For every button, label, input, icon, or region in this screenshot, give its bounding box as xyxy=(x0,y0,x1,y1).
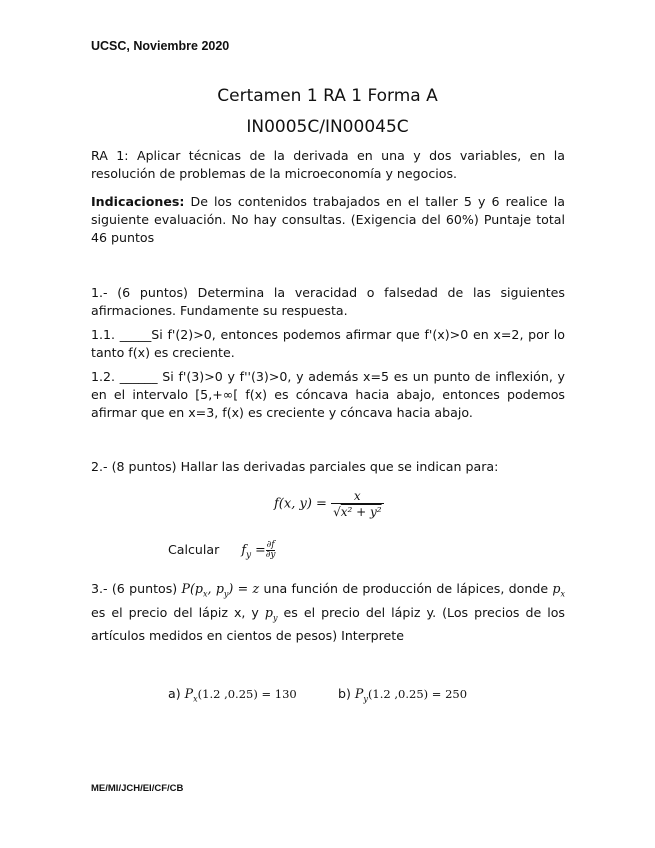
partial-fraction: $\frac{\partial f}{\partial y}$ xyxy=(265,540,276,560)
question-1-intro: 1.- (6 puntos) Determina la veracidad o falsedad de las siguientes afirmaciones. Fundamente su respuesta. xyxy=(91,285,565,318)
production-function: $P(p_x$, $p_y) = z$ xyxy=(181,581,260,599)
question-1-item-2: 1.2. ______ Si f'(3)>0 y f''(3)>0, y además x=5 es un punto de inflexión, y en el intervalo [5,+∞[ f(x) es cóncava hacia abajo, entonces podemos afirmar que en x=3, f(x) es creciente y cóncava hacia abajo. xyxy=(91,369,565,420)
exam-title: Certamen 1 RA 1 Forma A xyxy=(217,86,438,106)
formula-lhs: f(x, y) = xyxy=(274,496,327,512)
formula-numerator: x xyxy=(353,489,361,503)
learning-outcome: RA 1: Aplicar técnicas de la derivada en una y dos variables, en la resolución de problemas de la microeconomía y negocios. xyxy=(91,148,565,181)
partial-fy: $f_y$ xyxy=(241,542,252,561)
course-codes: IN0005C/IN00045C xyxy=(246,117,409,137)
price-px: $p_x$ xyxy=(552,581,565,599)
price-py: $p_y$ xyxy=(264,604,278,623)
calcular-row xyxy=(168,541,275,561)
question-3-text: 3.- (6 puntos) $P(p_x$, $p_y) = z$ una función de producción de lápices, donde $p_x$ es el precio del lápiz x, y $p_y$ es el precio del lápiz y. (Los precios de los artículos medidos en cientos de pesos) Interprete xyxy=(91,581,565,644)
formula-denominator: √x² + y² xyxy=(333,505,382,519)
footer-initials: ME/MI/JCH/EI/CF/CB xyxy=(91,783,184,794)
question-2-intro: 2.- (8 puntos) Hallar las derivadas parciales que se indican para: xyxy=(91,459,499,474)
header-institution-date: UCSC, Noviembre 2020 xyxy=(91,39,230,53)
calcular-label: Calcular xyxy=(168,542,220,557)
item-a: a) $P_x(1.2$ ,0.25) = 130 xyxy=(168,686,297,704)
formula-fraction xyxy=(331,489,384,519)
partial-eq: = xyxy=(255,542,266,557)
indicaciones-text: De los contenidos trabajados en el taller 5 y 6 realice la siguiente evaluación. No hay consultas. (Exigencia del 60%) Puntaje total 46 puntos xyxy=(91,194,565,245)
indicaciones-label: Indicaciones: xyxy=(91,194,185,209)
question-1-item-1: 1.1. _____Si f'(2)>0, entonces podemos afirmar que f'(x)>0 en x=2, por lo tanto f(x) es creciente. xyxy=(91,327,565,360)
function-formula xyxy=(274,489,384,519)
indicaciones xyxy=(91,193,565,247)
item-b: b) $P_y(1.2$ ,0.25) = 250 xyxy=(338,686,468,704)
